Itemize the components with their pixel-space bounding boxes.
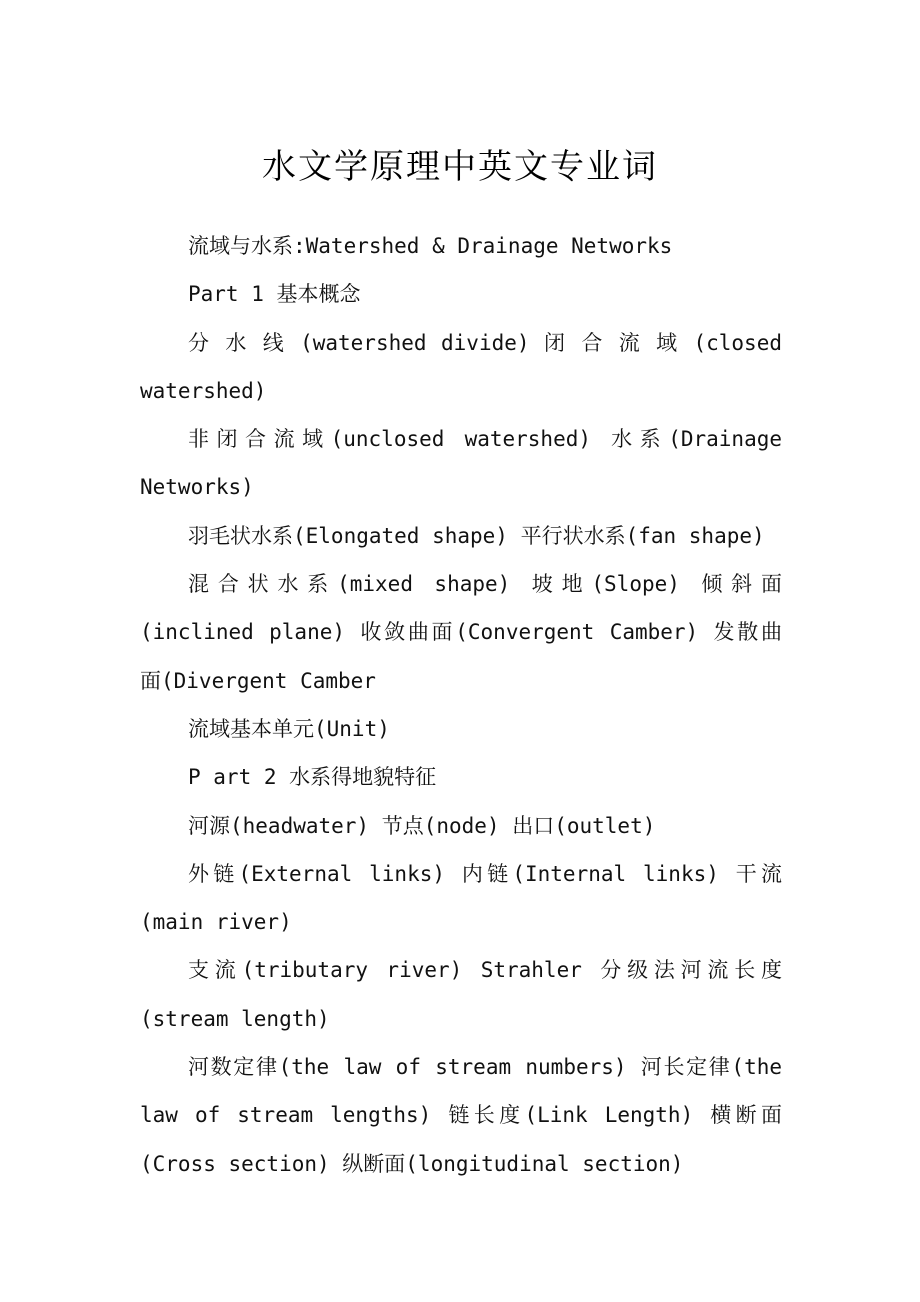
text-line: 外链(External links) 内链(Internal links) 干流 — [188, 861, 782, 886]
text-line: 面(Divergent Camber — [140, 668, 376, 693]
text-line: (inclined plane) 收敛曲面(Convergent Camber) 发散曲 — [140, 620, 782, 645]
part-heading: P art 2 水系得地貌特征 — [188, 765, 437, 790]
text-line: (main river) — [140, 910, 292, 935]
text-line: 分 水 线 (watershed divide) 闭 合 流 域 (closed — [188, 330, 782, 355]
text-line: (stream length) — [140, 1006, 330, 1031]
text-line: 流域基本单元(Unit) — [188, 716, 390, 741]
text-line: 河源(headwater) 节点(node) 出口(outlet) — [188, 813, 656, 838]
text-line: 混合状水系(mixed shape) 坡地(Slope) 倾斜面 — [188, 572, 782, 597]
text-line: 支流(tributary river) Strahler 分级法河流长度 — [188, 958, 782, 983]
text-line: law of stream lengths) 链长度(Link Length) 横断面 — [140, 1103, 782, 1128]
part-heading: Part 1 基本概念 — [188, 282, 361, 307]
section-heading: 流域与水系:Watershed & Drainage Networks — [188, 234, 673, 258]
text-line: watershed) — [140, 378, 267, 403]
document-body — [140, 222, 782, 1188]
text-line: 羽毛状水系(Elongated shape) 平行状水系(fan shape) — [188, 523, 765, 548]
text-line: 河数定律(the law of stream numbers) 河长定律(the — [188, 1055, 782, 1080]
text-line: Networks) — [140, 475, 254, 500]
text-line: (Cross section) 纵断面(longitudinal section) — [140, 1151, 684, 1176]
document-title: 水文学原理中英文专业词 — [262, 147, 658, 187]
text-line: 非闭合流域(unclosed watershed) 水系(Drainage — [188, 427, 782, 452]
